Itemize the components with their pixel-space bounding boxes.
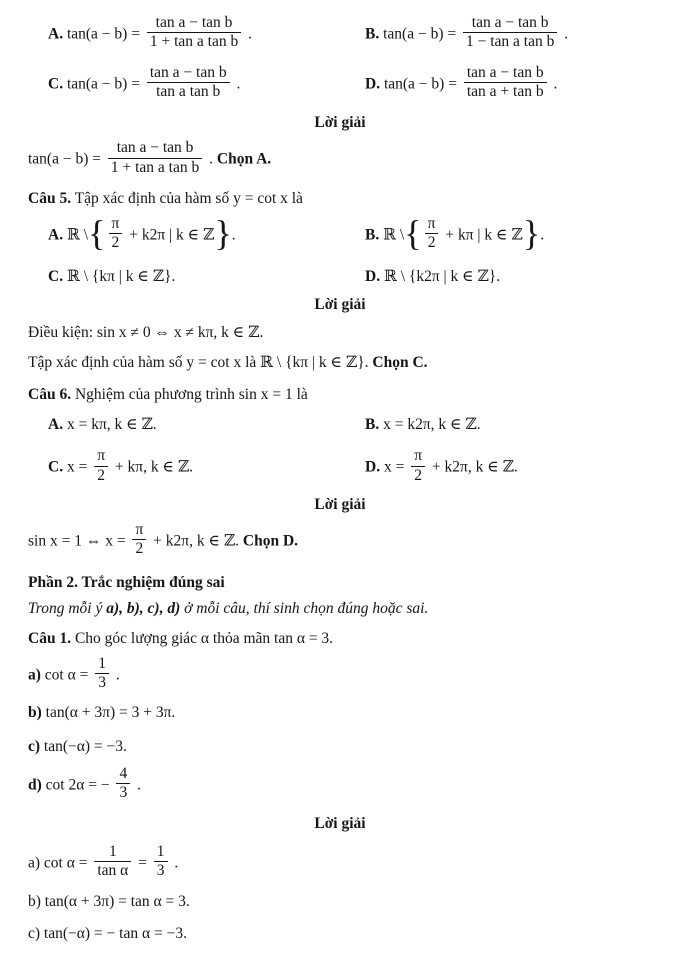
fraction-numerator: 4 [119,764,128,782]
q5-title [28,189,652,209]
q5-option-d [340,267,652,287]
q6-option-a [28,415,340,435]
option-label: C. [48,267,64,285]
q5-solution-condition: Điều kiện: sin x ≠ 0 ⇔ x ≠ kπ, k ∈ ℤ. [28,323,264,341]
fraction-denominator: 2 [425,233,439,252]
math-text: cot 2α = − [45,776,110,794]
fraction [464,64,547,102]
math-text: . [236,74,241,92]
answer-choice: Chọn C. [372,353,428,371]
q6-option-d [340,449,652,487]
option-label: B. [365,25,380,43]
q6-option-c [28,449,340,487]
math-text: + kπ | k ∈ ℤ [445,226,523,244]
fraction [411,447,425,485]
q5-solution-conclusion [28,353,652,373]
q6-title [28,385,652,405]
fraction-numerator: π [97,447,106,465]
p2q1-item-d [28,764,652,805]
math-text: . [174,853,179,871]
math-text: tan(−α) = −3. [43,737,127,755]
q4-solution-header: Lời giải [314,114,366,132]
math-text: tan(a − b) = [383,74,457,92]
fraction-numerator: π [111,214,120,232]
fraction-numerator: 1 [98,655,106,673]
question-number: Câu 1. [28,629,72,647]
fraction [108,139,202,177]
fraction [116,765,130,803]
math-text: x = [66,458,88,476]
part2-instructions [28,599,652,619]
q6-options [28,415,652,487]
math-text: tan(α + 3π) = 3 + 3π. [45,703,176,721]
fraction [154,843,168,881]
p2q1-item-c [28,737,652,757]
math-text: tan(a − b) = [383,25,457,43]
p2q1-solution-c [28,924,652,944]
item-label: d) [28,776,42,794]
math-text: . [115,666,120,684]
math-text: . [564,25,569,43]
math-text: . [209,150,213,168]
option-label: A. [48,416,64,434]
p2q1-solution-a [28,842,652,883]
math-text: + k2π | k ∈ ℤ [129,226,215,244]
p2q1-item-a [28,657,652,695]
left-brace: { [88,213,106,254]
math-text: tan(−α) = − tan α = −3. [43,925,187,943]
fraction [147,14,241,52]
question-text: Nghiệm của phương trình sin x = 1 là [74,386,308,404]
item-label: a) [28,666,41,684]
option-label: A. [48,25,64,43]
fraction-denominator: tan α [94,861,131,880]
q5-solution-header: Lời giải [314,295,366,313]
fraction-denominator: 3 [116,783,130,802]
instruction-text: Trong mỗi ý [28,599,103,617]
fraction-numerator: π [414,447,423,465]
p2q1-item-b [28,703,652,723]
p2q1-solution-b [28,892,652,912]
item-label: a) [28,853,41,871]
fraction-numerator: 1 [108,842,117,860]
math-text: . [248,25,252,43]
fraction-numerator: π [427,214,436,232]
math-text: tan(a − b) = [66,25,140,43]
question-number: Câu 6. [28,386,72,404]
fraction-numerator: tan a − tan b [466,63,544,81]
fraction [425,215,439,253]
option-label: C. [48,458,64,476]
math-text: x = k2π, k ∈ ℤ. [383,416,481,434]
math-text: ℝ \ {k2π | k ∈ ℤ}. [383,267,501,285]
fraction-denominator: 3 [95,673,109,692]
fraction-numerator: 1 [156,842,165,860]
item-label: b) [28,893,41,911]
math-text: Tập xác định của hàm số y = cot x là ℝ \ {kπ | k ∈ ℤ}. [28,353,369,371]
fraction-denominator: 3 [154,861,168,880]
q6-solution [28,523,652,561]
math-text: tan(a − b) = [28,150,101,168]
math-text: . [231,226,236,244]
answer-choice: Chọn D. [242,532,299,550]
option-label: B. [365,226,380,244]
option-label: D. [365,74,381,92]
q4-solution [28,141,652,179]
fraction-numerator: tan a − tan b [471,14,549,31]
math-text: tan(a − b) = [66,74,140,92]
fraction-numerator: tan a − tan b [155,14,233,31]
option-label: B. [365,416,380,434]
math-text: + k2π, k ∈ ℤ. [431,458,518,476]
p2q1-solution-header: Lời giải [314,815,366,833]
instruction-bold: a), b), c), d) [106,599,181,617]
math-text: . [553,74,558,92]
right-brace: } [214,213,232,254]
item-label: b) [28,703,42,721]
q5-option-a [28,213,340,255]
q6-solution-header: Lời giải [314,495,366,513]
math-text: x = [383,458,405,476]
fraction [94,447,108,485]
fraction-denominator: 2 [94,466,108,485]
math-text: ℝ \ {kπ | k ∈ ℤ}. [66,267,176,285]
math-text: + kπ, k ∈ ℤ. [114,458,194,476]
math-text: ℝ \ [383,226,405,244]
fraction-denominator: 2 [132,539,146,558]
q5-options [28,213,652,287]
fraction [147,64,230,102]
item-label: c) [28,737,41,755]
fraction [463,14,557,52]
fraction-denominator: tan a tan b [147,82,230,101]
left-brace: { [404,213,422,254]
option-label: C. [48,74,64,92]
q5-option-b [340,213,652,255]
math-text: = [138,853,147,871]
math-text: sin x = 1 ⇔ x = [28,532,126,550]
p2q1-title [28,629,652,649]
option-label: D. [365,458,381,476]
fraction [95,655,109,693]
part2-title: Phần 2. Trắc nghiệm đúng sai [28,573,225,591]
fraction [109,215,123,253]
right-brace: } [522,213,541,254]
question-text: Tập xác định của hàm số y = cot x là [74,189,303,207]
option-label: D. [365,267,381,285]
fraction-denominator: 1 + tan a tan b [147,32,241,51]
item-label: c) [28,925,41,943]
q4-option-a [28,16,340,54]
q5-option-c [28,267,340,287]
math-text: tan(α + 3π) = tan α = 3. [44,893,190,911]
fraction-numerator: π [135,521,144,539]
math-text: ℝ \ [66,226,89,244]
fraction-numerator: tan a − tan b [149,63,227,81]
math-text: x = kπ, k ∈ ℤ. [66,416,157,434]
math-text: . [540,226,545,244]
question-number: Câu 5. [28,189,72,207]
q4-options [28,16,652,103]
math-text: cot α = [43,853,88,871]
q4-option-d [340,63,652,104]
question-text: Cho góc lượng giác α thỏa mãn tan α = 3. [74,629,334,647]
fraction [94,843,131,881]
answer-choice: Chọn A. [216,150,272,168]
q4-option-b [340,16,652,54]
q6-option-b [340,415,652,435]
math-text: . [137,776,141,794]
fraction-numerator: tan a − tan b [116,139,194,157]
q4-option-c [28,63,340,104]
fraction-denominator: 1 − tan a tan b [463,32,557,51]
instruction-text: ở mỗi câu, thí sinh chọn đúng hoặc sai. [184,599,429,617]
math-text: + k2π, k ∈ ℤ. [153,532,240,550]
fraction-denominator: tan a + tan b [464,82,547,101]
math-text: cot α = [44,666,89,684]
fraction-denominator: 1 + tan a tan b [108,158,202,177]
fraction [132,521,146,559]
fraction-denominator: 2 [411,466,425,485]
fraction-denominator: 2 [109,233,123,252]
option-label: A. [48,226,64,244]
